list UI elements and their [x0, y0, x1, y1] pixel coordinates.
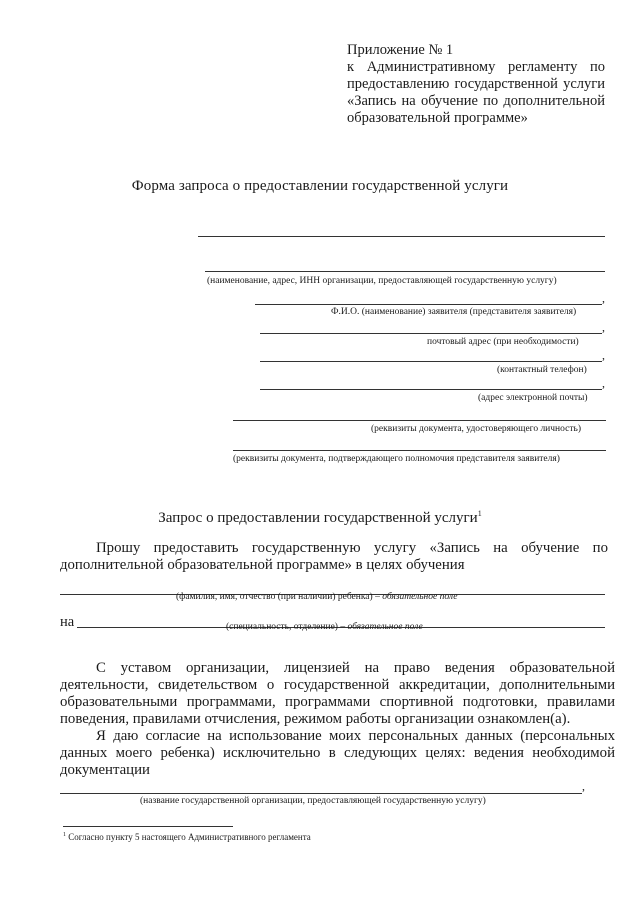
end-comma-mark: , — [582, 779, 585, 793]
postal-address-line[interactable] — [260, 333, 602, 334]
organization-line-2[interactable] — [205, 271, 605, 272]
organization-caption: (наименование, адрес, ИНН организации, предоставляющей государственную услугу) — [207, 276, 557, 286]
organization-name-caption: (название государственной организации, предоставляющей государственную услугу) — [140, 796, 486, 806]
form-title: Форма запроса о предоставлении государственной услуги — [131, 178, 509, 194]
footnote-mark: 1 — [63, 832, 66, 838]
request-paragraph-3: Я даю согласие на использование моих персональных данных (персональных данных моего ребенка) исключительно в следующих целях: ведения необходимой документации — [60, 728, 615, 778]
footnote — [63, 832, 311, 842]
comma-mark: , — [602, 348, 605, 362]
comma-mark: , — [602, 376, 605, 390]
specialty-required-note: – обязательное поле — [340, 622, 423, 632]
request-title-text: Запрос о предоставлении государственной услуги — [158, 510, 478, 526]
email-line[interactable] — [260, 389, 602, 390]
specialty-caption-text: (специальность, отделение) — [226, 622, 338, 632]
footnote-text: Согласно пункту 5 настоящего Административного регламента — [68, 832, 311, 842]
comma-mark: , — [602, 291, 605, 305]
organization-line-1[interactable] — [198, 236, 605, 237]
authority-document-line[interactable] — [233, 450, 606, 451]
id-document-caption: (реквизиты документа, удостоверяющего личность) — [371, 424, 581, 434]
appendix-block — [347, 42, 605, 127]
child-required-note: – обязательное поле — [375, 592, 458, 602]
footnote-divider — [63, 826, 233, 827]
organization-name-line[interactable] — [60, 793, 582, 794]
applicant-name-line[interactable] — [255, 304, 602, 305]
comma-mark: , — [602, 320, 605, 334]
na-label: на — [60, 614, 75, 630]
email-caption: (адрес электронной почты) — [478, 393, 588, 403]
request-title — [0, 509, 640, 527]
specialty-caption — [226, 622, 423, 632]
child-name-caption — [176, 592, 457, 602]
phone-caption: (контактный телефон) — [497, 365, 587, 375]
phone-line[interactable] — [260, 361, 602, 362]
postal-address-caption: почтовый адрес (при необходимости) — [427, 337, 579, 347]
request-paragraph-1: Прошу предоставить государственную услугу «Запись на обучение по дополнительной образовательной программе» в целях обучения — [60, 540, 608, 573]
authority-document-caption: (реквизиты документа, подтверждающего полномочия представителя заявителя) — [233, 454, 560, 464]
appendix-title: Приложение № 1 — [347, 42, 454, 58]
id-document-line[interactable] — [233, 420, 606, 421]
request-paragraph-2: С уставом организации, лицензией на право ведения образовательной деятельности, свидетельством о государственной аккредитации, дополнительными образовательными программами, программами спортивной подготовки, правилами поведения, правилами отчисления, режимом работы организации ознакомлен(а). — [60, 660, 615, 727]
appendix-body: к Административному регламенту по предоставлению государственной услуги «Запись на обучение по дополнительной образовательной программе» — [347, 59, 605, 126]
child-name-caption-text: (фамилия, имя, отчество (при наличии) ребенка) — [176, 592, 373, 602]
applicant-name-caption: Ф.И.О. (наименование) заявителя (представителя заявителя) — [331, 307, 577, 317]
footnote-ref: 1 — [477, 509, 482, 518]
